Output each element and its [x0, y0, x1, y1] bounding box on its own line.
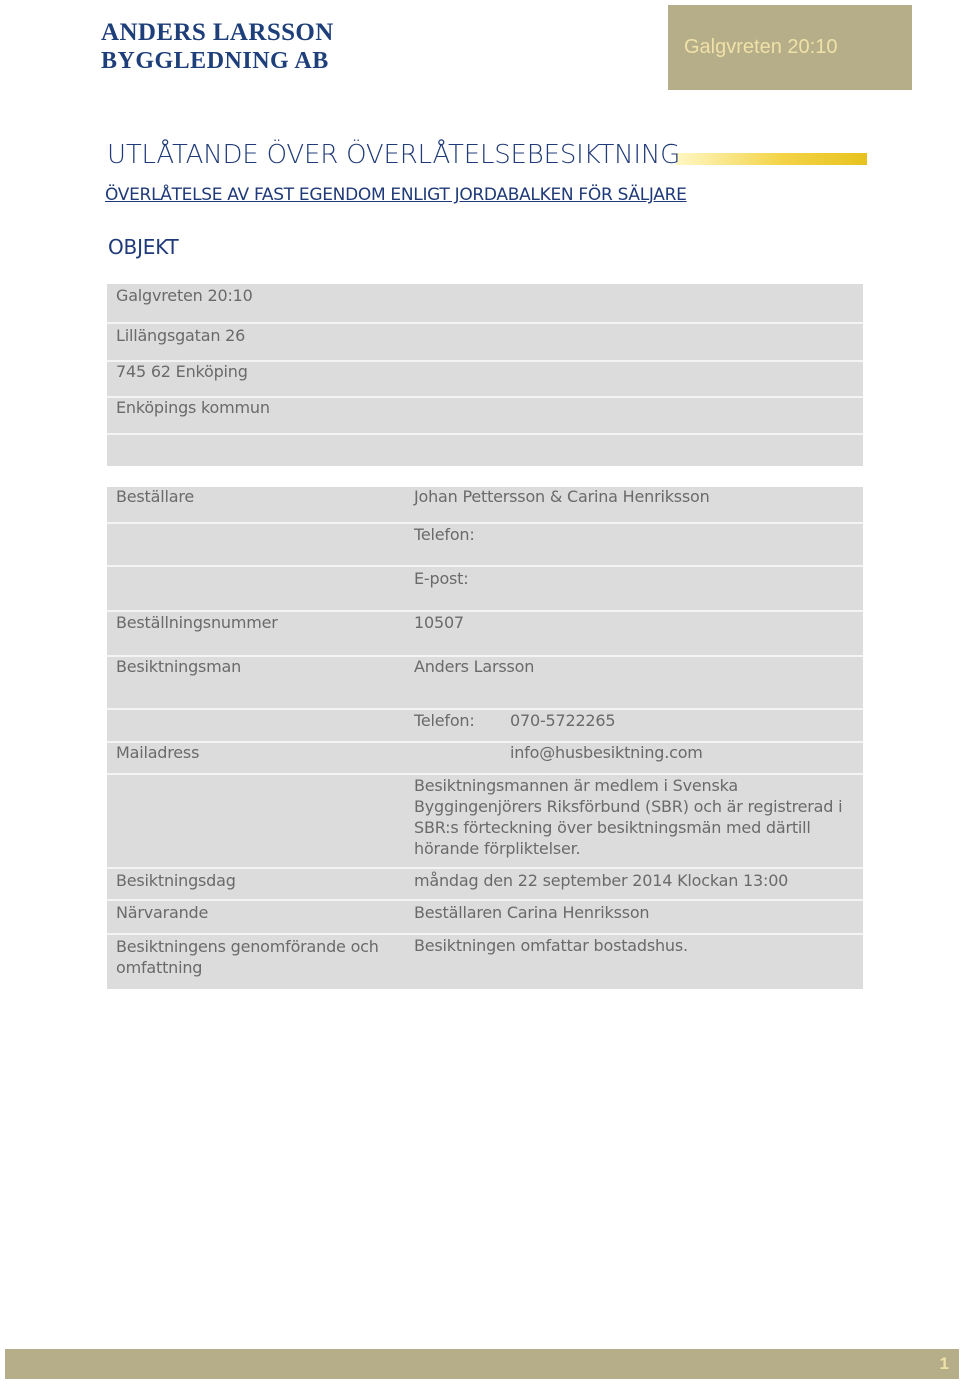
mailadress-value: info@husbesiktning.com — [510, 743, 703, 762]
mailadress-row — [107, 743, 863, 775]
genomforande-value: Besiktningen omfattar bostadshus. — [414, 936, 688, 955]
bestallare-value: Johan Pettersson & Carina Henriksson — [414, 487, 710, 506]
telefon-label: Telefon: — [414, 525, 475, 544]
objekt-line: Enköpings kommun — [116, 398, 270, 417]
objekt-line: Lillängsgatan 26 — [116, 326, 246, 345]
objekt-row — [107, 324, 863, 362]
objekt-line: Galgvreten 20:10 — [116, 286, 253, 305]
besiktningsman-telefon-label: Telefon: — [414, 711, 475, 730]
narvarande-value: Beställaren Carina Henriksson — [414, 903, 650, 922]
besiktningsdag-label: Besiktningsdag — [116, 871, 236, 890]
document-title: UTLÅTANDE ÖVER ÖVERLÅTELSEBESIKTNING — [107, 140, 681, 170]
header-property: Galgvreten 20:10 — [684, 36, 838, 58]
bestallare-row — [107, 487, 863, 524]
bestallningsnummer-label: Beställningsnummer — [116, 613, 278, 632]
sbr-text: Besiktningsmannen är medlem i Svenska Byggingenjörers Riksförbund (SBR) och är registrerad i SBR:s förteckning över besiktningsmän med därtill hörande förpliktelser. — [414, 776, 843, 858]
besiktningsman-telefon-row — [107, 710, 863, 743]
logo-line-2: BYGGLEDNING AB — [101, 48, 329, 74]
details-panel — [107, 487, 863, 989]
title-highlight-bar — [676, 153, 867, 165]
genomforande-label: Besiktningens genomförande och omfattning — [116, 937, 379, 977]
objekt-row — [107, 435, 863, 466]
narvarande-row — [107, 901, 863, 935]
objekt-row — [107, 398, 863, 435]
genomforande-row — [107, 935, 863, 989]
telefon-row — [107, 524, 863, 567]
bestallningsnummer-row — [107, 612, 863, 657]
besiktningsman-label: Besiktningsman — [116, 657, 242, 676]
objekt-row — [107, 362, 863, 398]
epost-row — [107, 567, 863, 612]
besiktningsman-row — [107, 657, 863, 710]
narvarande-label: Närvarande — [116, 903, 209, 922]
objekt-line: 745 62 Enköping — [116, 362, 248, 381]
objekt-heading: OBJEKT — [108, 235, 179, 259]
besiktningsman-value: Anders Larsson — [414, 657, 535, 676]
company-logo — [101, 19, 334, 75]
header-band — [668, 5, 912, 90]
mailadress-label: Mailadress — [116, 743, 200, 762]
besiktningsman-telefon-value: 070-5722265 — [510, 711, 616, 730]
besiktningsdag-row — [107, 869, 863, 901]
logo-line-1: ANDERS LARSSON — [101, 19, 334, 46]
page-number: 1 — [939, 1354, 949, 1373]
objekt-panel — [107, 284, 863, 466]
epost-label: E-post: — [414, 569, 469, 588]
bestallningsnummer-value: 10507 — [414, 613, 464, 632]
objekt-row — [107, 284, 863, 324]
bestallare-label: Beställare — [116, 487, 195, 506]
sbr-row — [107, 775, 863, 869]
footer-band — [5, 1349, 959, 1379]
besiktningsdag-value: måndag den 22 september 2014 Klockan 13:00 — [414, 871, 789, 890]
document-subtitle: ÖVERLÅTELSE AV FAST EGENDOM ENLIGT JORDABALKEN FÖR SÄLJARE — [105, 185, 687, 205]
